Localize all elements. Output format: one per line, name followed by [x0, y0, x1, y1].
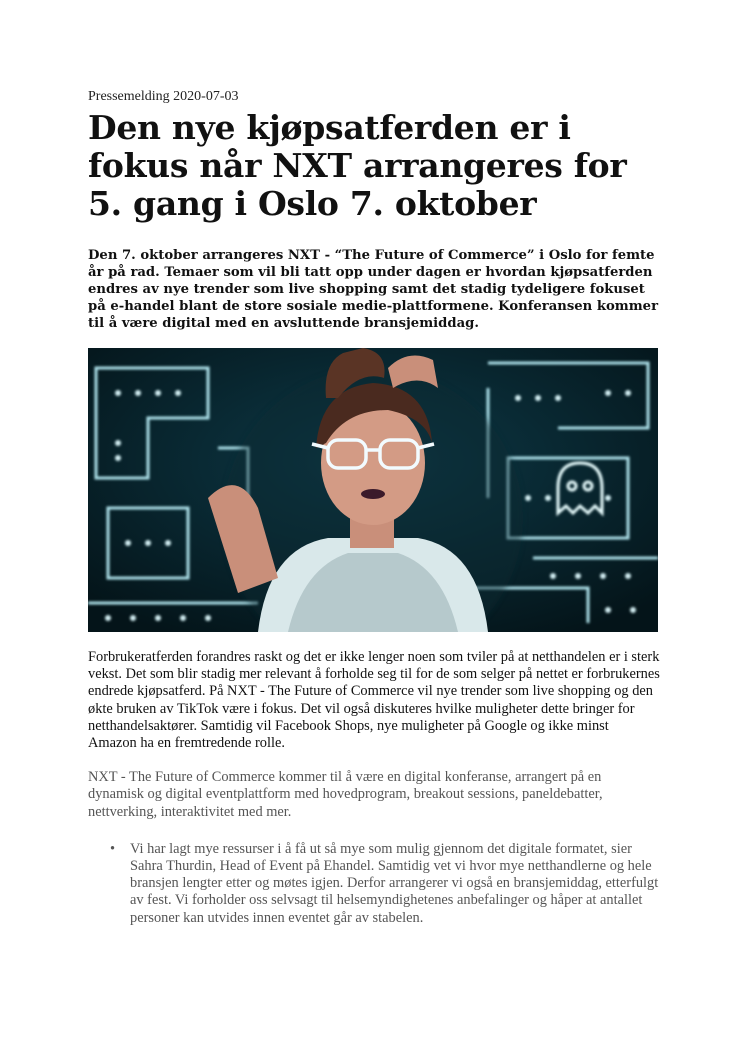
list-item [88, 841, 660, 927]
hero-image [88, 348, 658, 632]
page-title: Den nye kjøpsatferden er i fokus når NXT arrangeres for 5. gang i Oslo 7. oktober [88, 108, 627, 223]
lead-paragraph: Den 7. oktober arrangeres NXT - “The Future of Commerce” i Oslo for femte år på rad. Temaer som vil bli tatt opp under dagen er hvordan kjøpsatferden endres av nye trender som live shopping samt det stadig tydeligere fokuset på e-handel blant de store sosiale medie-plattformene. Konferansen kommer til å være digital med en avsluttende bransjemiddag. [88, 248, 659, 331]
body-paragraph-1: Forbrukeratferden forandres raskt og det er ikke lenger noen som tviler på at netthandelen er i sterk vekst. Det som blir stadig mer relevant å forholde seg til for de som selger på nettet er forbrukernes endrede kjøpsatferd. På NXT - The Future of Commerce vil nye trender som live shopping og den økte bruken av TikTok være i fokus. Det vil også diskuteres hvilke muligheter dette bringer for netthandelsaktører. Samtidig vil Facebook Shops, nye muligheter på Google og ikke minst Amazon ha en fremtredende rolle. [88, 649, 660, 752]
dateline: Pressemelding 2020-07-03 [88, 89, 239, 104]
quote-list [88, 841, 660, 927]
bullet-icon: • [110, 840, 116, 857]
press-release-page [88, 88, 660, 927]
hero-illustration [88, 348, 658, 632]
body-paragraph-2: NXT - The Future of Commerce kommer til å være en digital konferanse, arrangert på en dynamisk og digital eventplattform med hovedprogram, breakout sessions, paneldebatter, nettverking, interaktivitet med mer. [88, 769, 603, 820]
quote-text: Vi har lagt mye ressurser i å få ut så mye som mulig gjennom det digitale formatet, sier Sahra Thurdin, Head of Event på Ehandel. Samtidig vet vi hvor mye netthandlerne og hele bransjen lengter etter og møtes igjen. Derfor arrangerer vi også en bransjemiddag, etterfulgt av fest. Vi forholder oss selvsagt til helsemyndighetenes anbefalinger og håper at antallet personer kan utvides innen eventet går av stabelen. [130, 840, 659, 926]
